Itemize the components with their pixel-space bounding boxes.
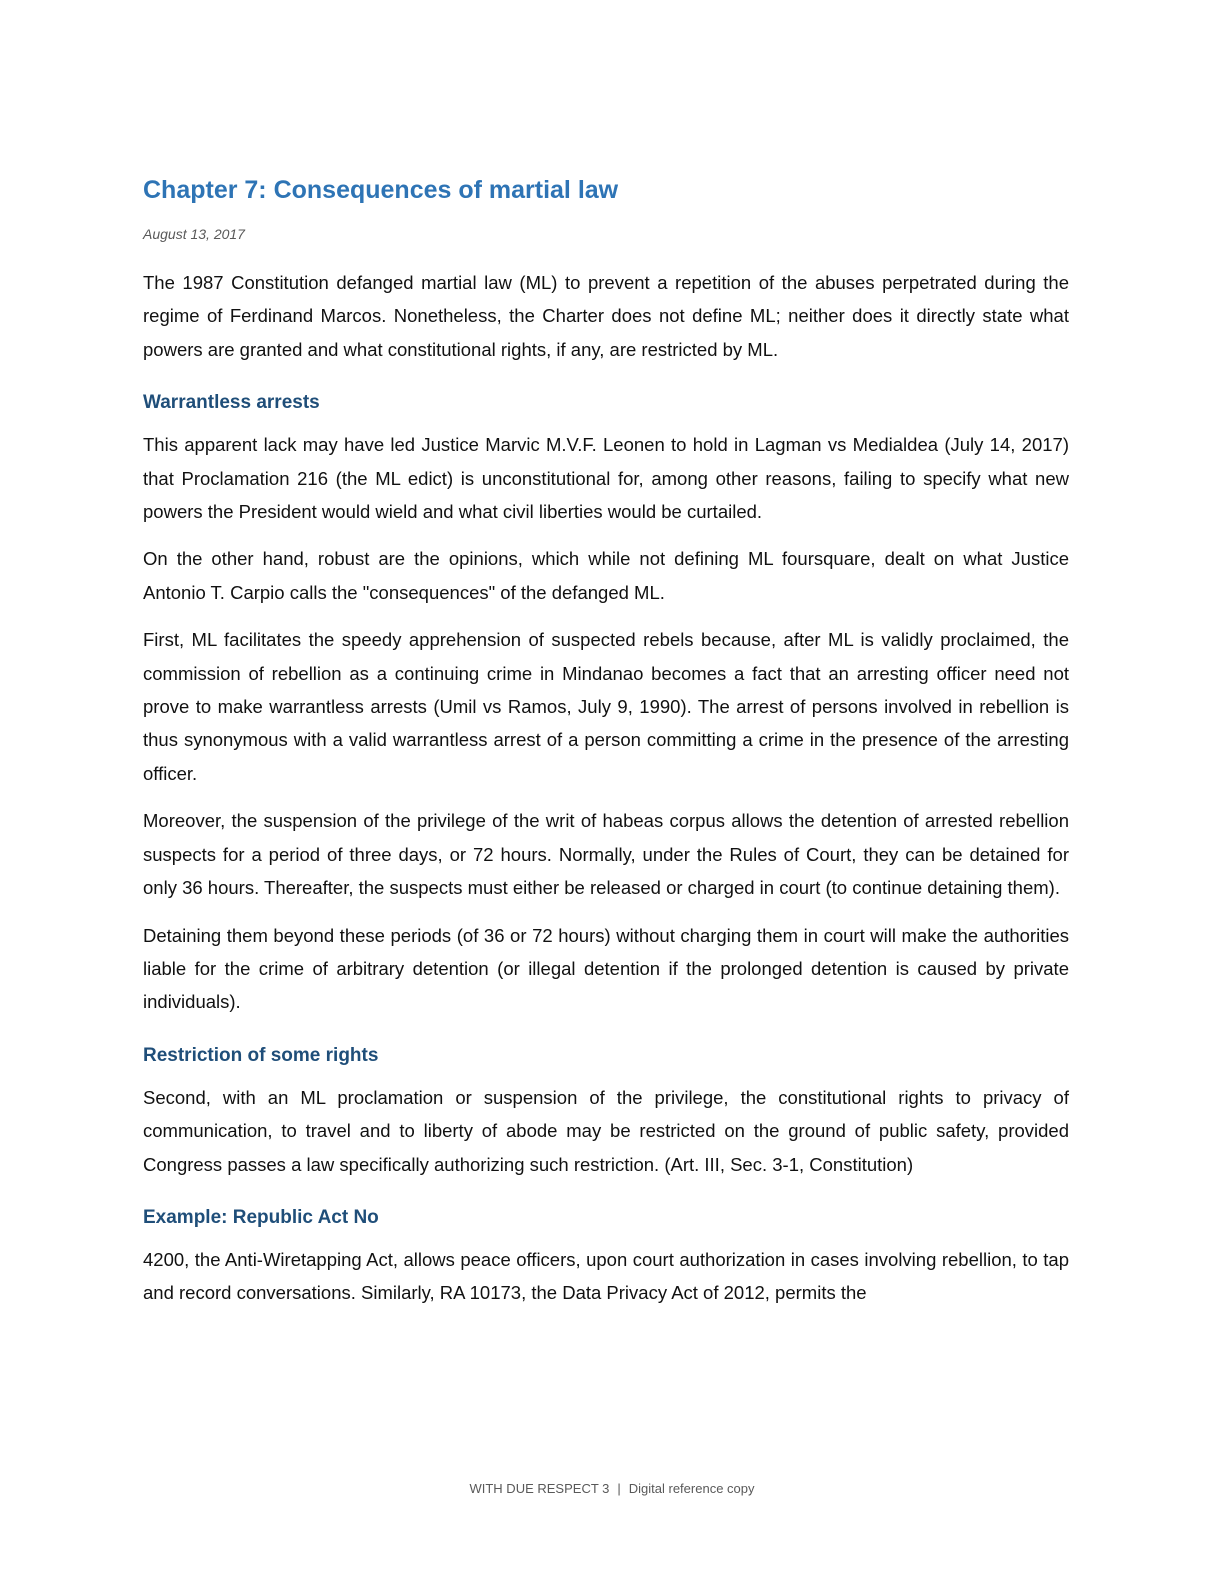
body-paragraph: 4200, the Anti-Wiretapping Act, allows peace officers, upon court authorization in cases involving rebellion, to tap and record conversations. Similarly, RA 10173, the Data Privacy Act of 2012, permits the <box>143 1248 1069 1304</box>
publication-date: August 13, 2017 <box>143 226 245 242</box>
section-heading-example: Example: Republic Act No <box>143 1206 379 1228</box>
section-heading-restriction-of-rights: Restriction of some rights <box>143 1044 379 1066</box>
document-page <box>143 170 1069 1324</box>
body-paragraph: Second, with an ML proclamation or suspension of the privilege, the constitutional rights to privacy of communication, to travel and to liberty of abode may be restricted on the ground of public safety, provided Congress passes a law specifically authorizing such restriction. (Art. III, Sec. 3-1, Constitution) <box>143 1086 1069 1175</box>
chapter-title: Chapter 7: Consequences of martial law <box>143 176 619 204</box>
body-paragraph: On the other hand, robust are the opinions, which while not defining ML foursquare, dealt on what Justice Antonio T. Carpio calls the "consequences" of the defanged ML. <box>143 548 1069 603</box>
body-paragraph: Detaining them beyond these periods (of 36 or 72 hours) without charging them in court will make the authorities liable for the crime of arbitrary detention (or illegal detention if the prolonged detention is caused by private individuals). <box>143 924 1069 1013</box>
footer-copy-note: Digital reference copy <box>628 1481 755 1496</box>
footer-book-title: WITH DUE RESPECT 3 <box>469 1481 610 1496</box>
body-paragraph: This apparent lack may have led Justice Marvic M.V.F. Leonen to hold in Lagman vs Medialdea (July 14, 2017) that Proclamation 216 (the ML edict) is unconstitutional for, among other reasons, failing to specify what new powers the President would wield and what civil liberties would be curtailed. <box>143 434 1069 523</box>
section-heading-warrantless-arrests: Warrantless arrests <box>143 392 320 414</box>
footer-separator: | <box>617 1481 621 1496</box>
body-paragraph: Moreover, the suspension of the privilege of the writ of habeas corpus allows the detention of arrested rebellion suspects for a period of three days, or 72 hours. Normally, under the Rules of Court, they can be detained for only 36 hours. Thereafter, the suspects must either be released or charged in court (to continue detaining them). <box>143 810 1069 899</box>
body-paragraph: First, ML facilitates the speedy apprehension of suspected rebels because, after ML is validly proclaimed, the commission of rebellion as a continuing crime in Mindanao becomes a fact that an arresting officer need not prove to make warrantless arrests (Umil vs Ramos, July 9, 1990). The arrest of persons involved in rebellion is thus synonymous with a valid warrantless arrest of a person committing a crime in the presence of the arresting officer. <box>143 629 1069 784</box>
page-footer <box>0 1479 1224 1499</box>
intro-paragraph: The 1987 Constitution defanged martial law (ML) to prevent a repetition of the abuses perpetrated during the regime of Ferdinand Marcos. Nonetheless, the Charter does not define ML; neither does it directly state what powers are granted and what constitutional rights, if any, are restricted by ML. <box>143 272 1069 360</box>
